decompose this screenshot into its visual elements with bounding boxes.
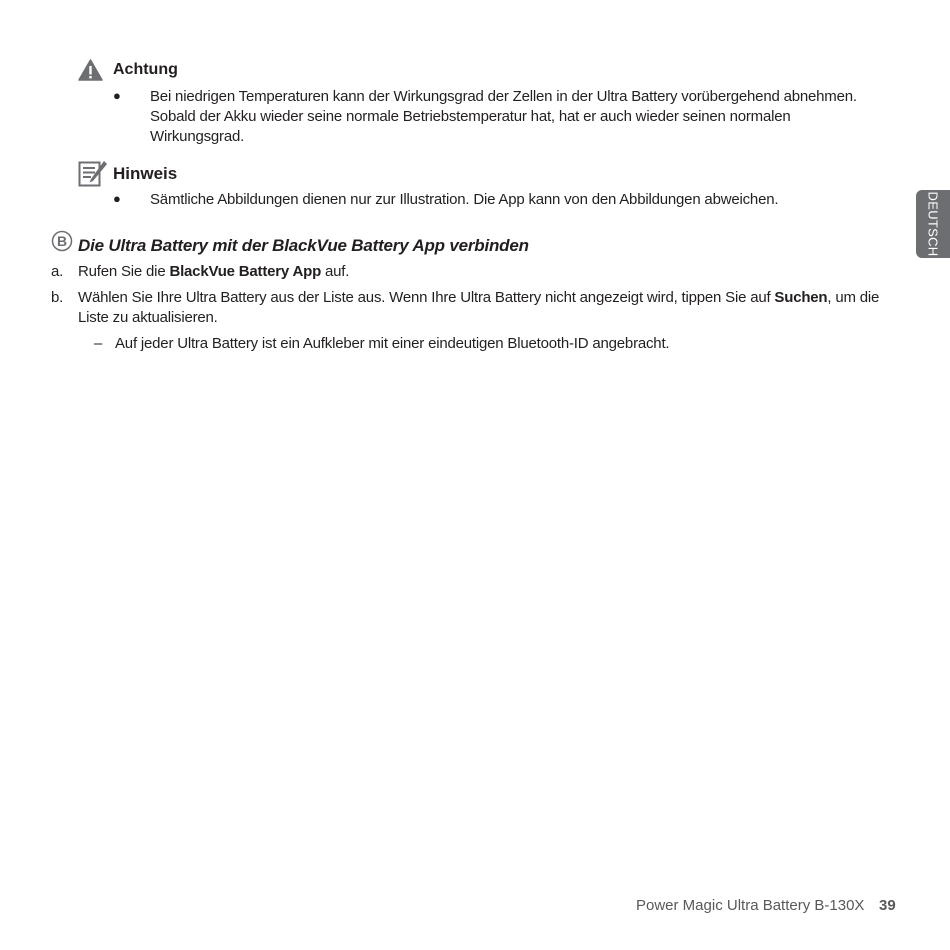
caution-text-line3: Wirkungsgrad. bbox=[150, 128, 245, 145]
caution-bullet-dot: ● bbox=[113, 88, 121, 103]
note-bullet-dot: ● bbox=[113, 191, 121, 206]
step-b-marker: b. bbox=[51, 289, 64, 306]
section-badge-letter: B bbox=[56, 233, 68, 249]
sub-bullet-marker: – bbox=[94, 335, 103, 352]
warning-triangle-icon bbox=[78, 59, 103, 81]
note-pencil-icon bbox=[78, 160, 108, 188]
caution-label: Achtung bbox=[113, 61, 178, 78]
step-b-after: , um die bbox=[827, 289, 880, 306]
step-b-text-line1 bbox=[78, 288, 879, 308]
step-a-before: Rufen Sie die bbox=[78, 263, 170, 280]
step-b-before: Wählen Sie Ihre Ultra Battery aus der Liste aus. Wenn Ihre Ultra Battery nicht angezeigt wird, tippen Sie auf bbox=[78, 289, 775, 306]
caution-text-line1: Bei niedrigen Temperaturen kann der Wirkungsgrad der Zellen in der Ultra Battery vorübergehend abnehmen. bbox=[150, 88, 857, 105]
footer-title: Power Magic Ultra Battery B-130X bbox=[636, 897, 865, 914]
note-label: Hinweis bbox=[113, 164, 178, 183]
section-badge-icon bbox=[51, 230, 73, 252]
language-tab bbox=[916, 190, 950, 258]
caution-text-line2: Sobald der Akku wieder seine normale Betriebstemperatur hat, hat er auch wieder seinen normalen bbox=[150, 108, 791, 125]
step-a-text bbox=[78, 262, 349, 282]
step-a-app-name: BlackVue Battery App bbox=[169, 263, 322, 280]
language-tab-label: DEUTSCH bbox=[925, 191, 941, 257]
sub-bullet-text: Auf jeder Ultra Battery ist ein Aufkleber mit einer eindeutigen Bluetooth-ID angebracht. bbox=[115, 335, 670, 352]
step-a-marker: a. bbox=[51, 263, 64, 280]
step-b-text-line2: Liste zu aktualisieren. bbox=[78, 309, 218, 326]
step-a-after: auf. bbox=[321, 263, 350, 280]
step-b-search-label: Suchen bbox=[774, 289, 828, 306]
note-text: Sämtliche Abbildungen dienen nur zur Illustration. Die App kann von den Abbildungen abweichen. bbox=[150, 191, 779, 208]
section-title: Die Ultra Battery mit der BlackVue Battery App verbinden bbox=[78, 236, 529, 255]
page-number: 39 bbox=[879, 897, 896, 914]
